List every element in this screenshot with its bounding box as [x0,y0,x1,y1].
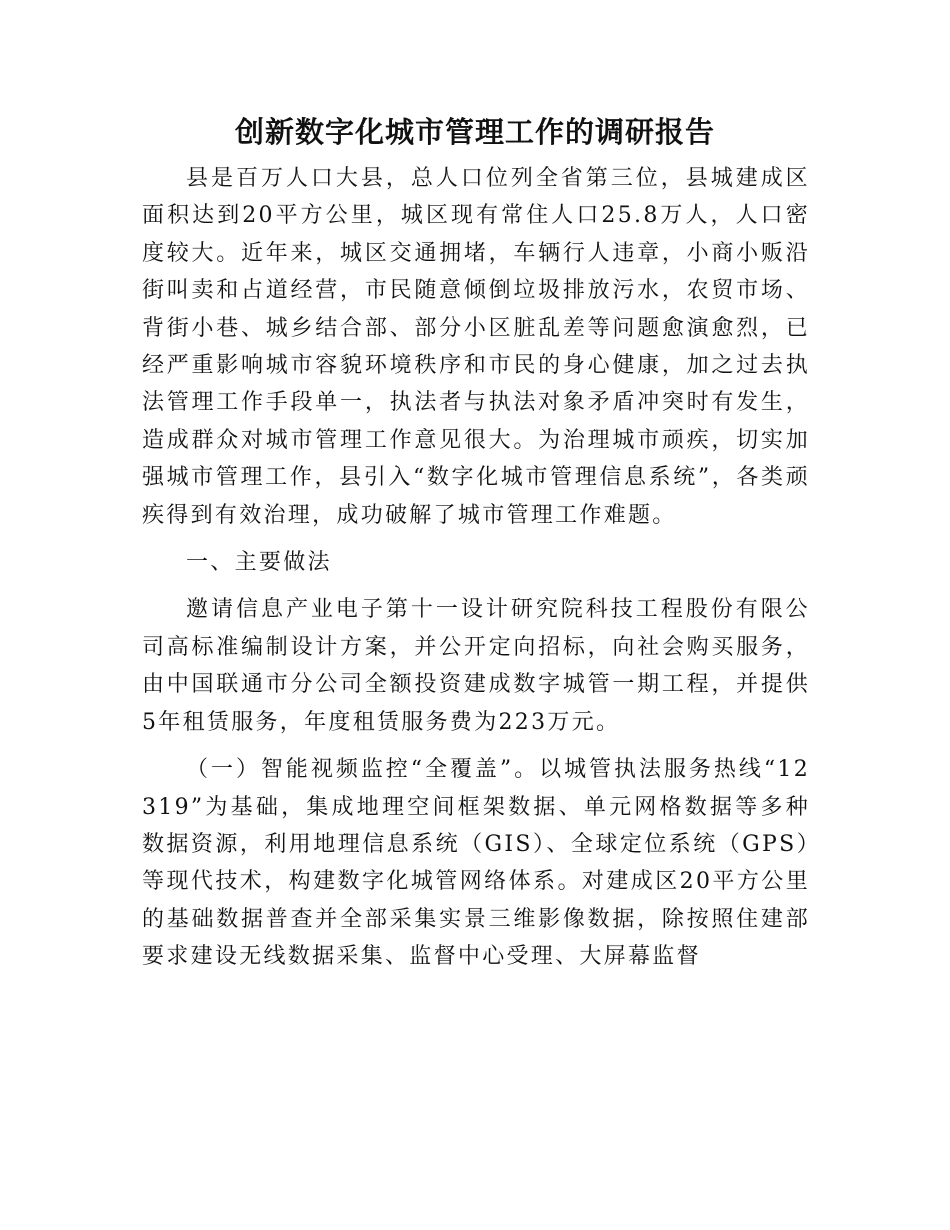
document-body [142,160,810,976]
intro-paragraph: 县是百万人口大县，总人口位列全省第三位，县城建成区面积达到20平方公里，城区现有常住人口25.8万人，人口密度较大。近年来，城区交通拥堵，车辆行人违章，小商小贩沿街叫卖和占道经营，市民随意倾倒垃圾排放污水，农贸市场、背街小巷、城乡结合部、部分小区脏乱差等问题愈演愈烈，已经严重影响城市容貌环境秩序和市民的身心健康，加之过去执法管理工作手段单一，执法者与执法对象矛盾冲突时有发生，造成群众对城市管理工作意见很大。为治理城市顽疾，切实加强城市管理工作，县引入“数字化城市管理信息系统”，各类顽疾得到有效治理，成功破解了城市管理工作难题。 [142,166,810,528]
section-heading: 一、主要做法 [186,550,332,576]
section-paragraph: 邀请信息产业电子第十一设计研究院科技工程股份有限公司高标准编制设计方案，并公开定向招标，向社会购买服务，由中国联通市分公司全额投资建成数字城管一期工程，并提供5年租赁服务，年度租赁服务费为223万元。 [142,597,810,735]
document-title: 创新数字化城市管理工作的调研报告 [234,115,715,149]
section-paragraph: （一）智能视频监控“全覆盖”。以城管执法服务热线“12319”为基础，集成地理空间框架数据、单元网格数据等多种数据资源，利用地理信息系统（GIS）、全球定位系统（GPS）等现代技术，构建数字化城管网络体系。对建成区20平方公里的基础数据普查并全部采集实景三维影像数据，除按照住建部要求建设无线数据采集、监督中心受理、大屏幕监督 [142,757,810,970]
